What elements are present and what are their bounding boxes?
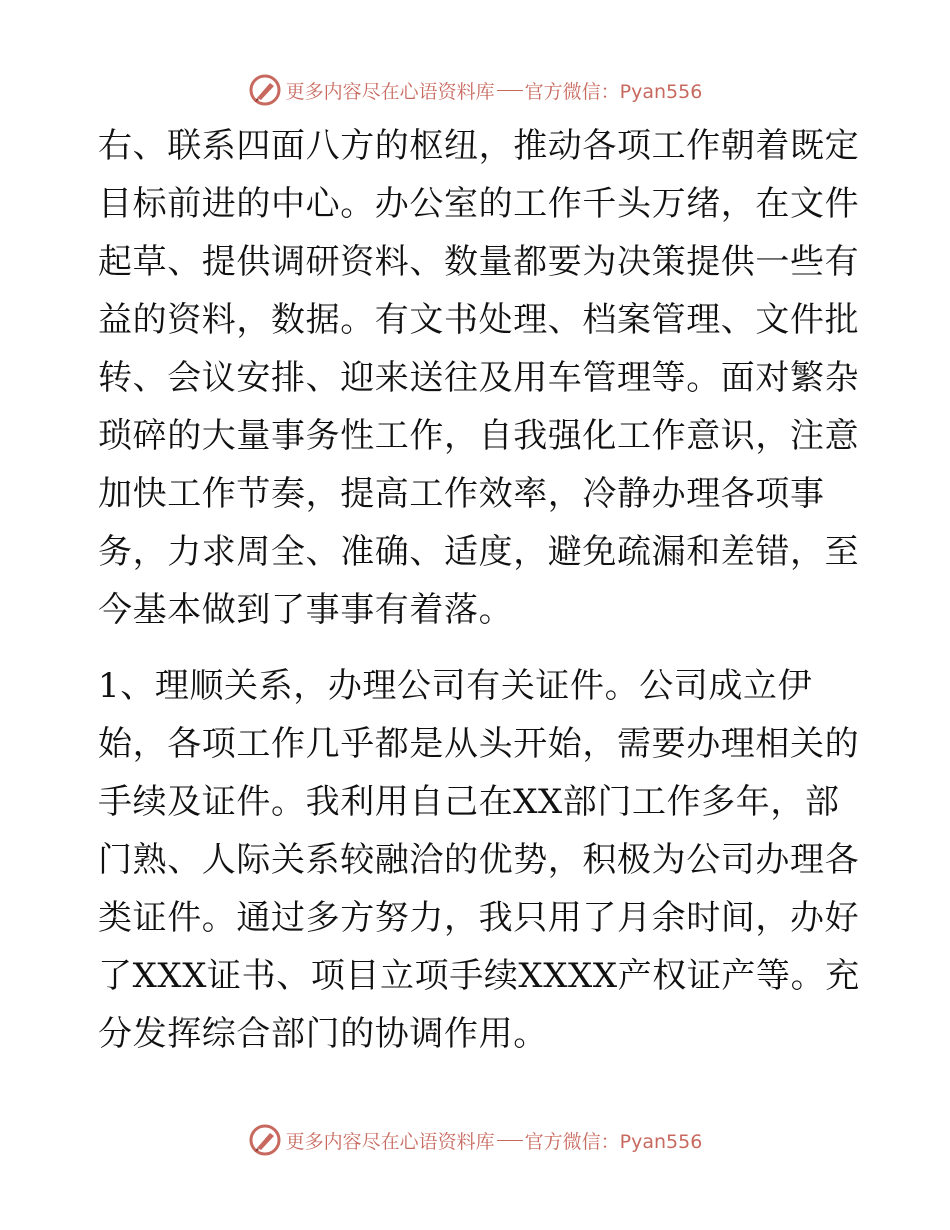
text-line: 类证件。通过多方努力，我只用了月余时间，办好 [98,898,860,938]
paragraph-2 [98,657,858,1063]
paragraph-spacer [98,639,858,657]
text-line: 转、会议安排、迎来送往及用车管理等。面对繁杂 [98,358,860,398]
text-line: 始，各项工作几乎都是从头开始，需要办理相关的 [98,724,860,764]
text-line: 加快工作节奏，提高工作效率，冷静办理各项事 [98,474,825,514]
watermark-official-text: 官方微信：Pyan556 [524,80,703,103]
text-line: 手续及证件。我利用自己在XX部门工作多年，部 [98,782,840,822]
text-line: 了XXX证书、项目立项手续XXXX产权证产等。充 [98,956,860,996]
text-line: 益的资料，数据。有文书处理、档案管理、文件批 [98,300,860,340]
watermark-official-text: 官方微信：Pyan556 [524,1130,703,1153]
text-line: 今基本做到了事事有着落。 [98,590,514,630]
watermark-dash [497,1140,523,1141]
text-line: 起草、提供调研资料、数量都要为决策提供一些有 [98,242,860,282]
text-line: 右、联系四面八方的枢纽，推动各项工作朝着既定 [98,126,860,166]
watermark-main-text: 更多内容尽在心语资料库 [285,80,495,103]
paragraph-1 [98,117,858,639]
pen-logo-icon [248,73,282,107]
watermark-dash [497,90,523,91]
text-line: 目标前进的中心。办公室的工作千头万绪，在文件 [98,184,860,224]
document-body [98,117,858,1063]
watermark-main-text: 更多内容尽在心语资料库 [285,1130,495,1153]
header-watermark [0,70,950,110]
text-line: 琐碎的大量事务性工作，自我强化工作意识，注意 [98,416,860,456]
text-line: 务，力求周全、准确、适度，避免疏漏和差错，至 [98,532,860,572]
pen-logo-icon [248,1123,282,1157]
text-line: 门熟、人际关系较融洽的优势，积极为公司办理各 [98,840,860,880]
text-line: 1、理顺关系，办理公司有关证件。公司成立伊 [98,666,813,706]
text-line: 分发挥综合部门的协调作用。 [98,1014,548,1054]
footer-watermark [0,1120,950,1160]
